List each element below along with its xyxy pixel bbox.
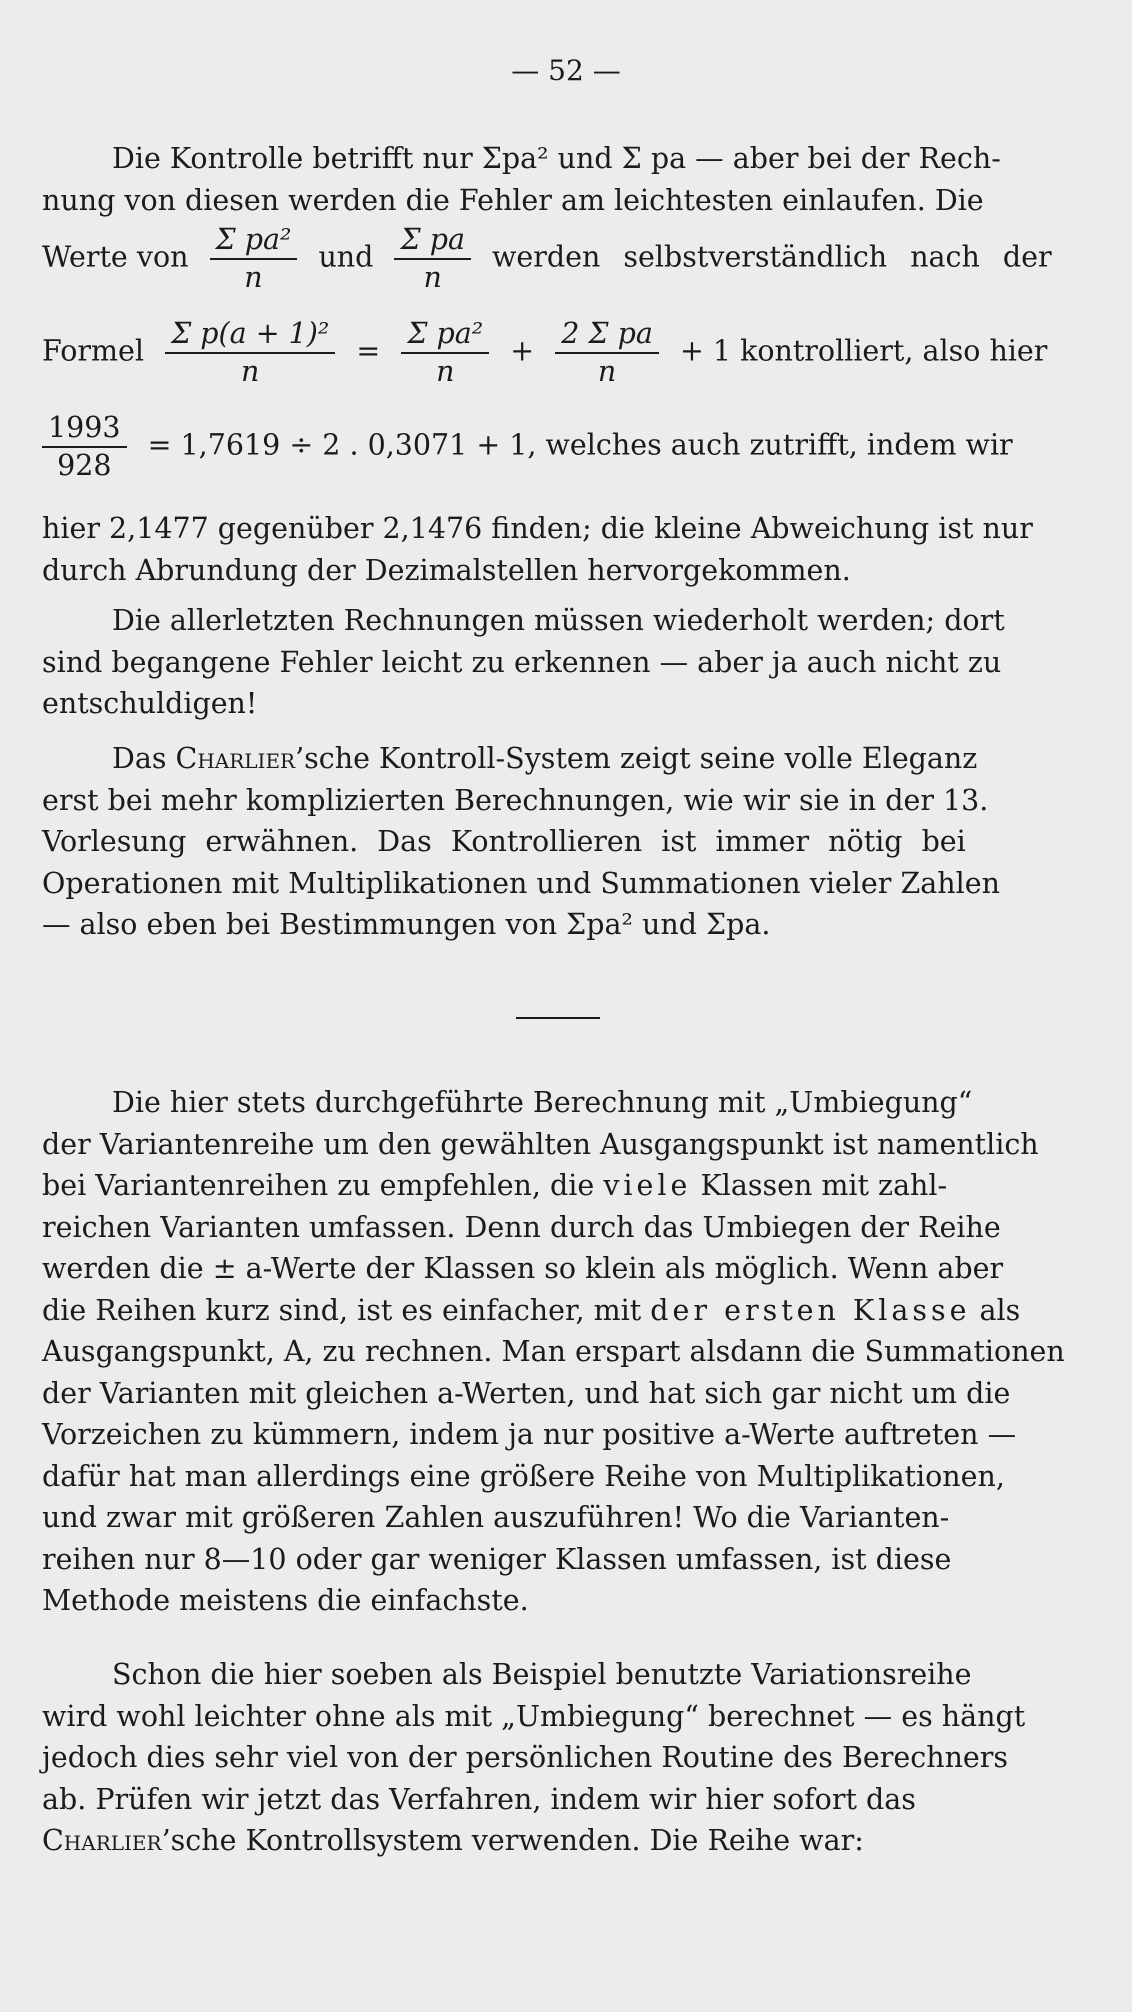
text-line: wird wohl leichter ohne als mit „Umbiegung“ berechnet — es hängt — [42, 1699, 1026, 1733]
text-line: — also eben bei Bestimmungen von Σpa² und Σpa. — [42, 908, 771, 941]
text-line: reihen nur 8—10 oder gar weniger Klassen umfassen, ist diese — [42, 1542, 952, 1576]
text-line: Die allerletzten Rechnungen müssen wiederholt werden; dort — [112, 604, 1005, 637]
fraction-sum-pa2: $\frac{\text{Σ pa²}}{n}$ — [210, 222, 298, 296]
text-line: Methode meistens die einfachste. — [42, 1584, 529, 1617]
text-line: Operationen mit Multiplikationen und Summationen vieler Zahlen — [42, 866, 1000, 900]
text-line: der Varianten mit gleichen a-Werten, und hat sich gar nicht um die — [42, 1376, 1011, 1410]
formula-suffix: + 1 kontrolliert, also hier — [679, 334, 1048, 368]
text-line: ab. Prüfen wir jetzt das Verfahren, indem wir hier sofort das — [42, 1782, 916, 1816]
text-line: Die hier stets durchgeführte Berechnung mit „Umbiegung“ — [112, 1086, 973, 1119]
text-line: hier 2,1477 gegenüber 2,1476 finden; die kleine Abweichung ist nur — [42, 512, 1033, 545]
text-line: entschuldigen! — [42, 687, 258, 720]
equals-sign: = — [356, 334, 381, 368]
text-line: durch Abrundung der Dezimalstellen hervorgekommen. — [42, 553, 851, 587]
text-line: bei Variantenreihen zu empfehlen, die viele Klassen mit zahl- — [42, 1169, 948, 1202]
text-line: reichen Varianten umfassen. Denn durch das Umbiegen der Reihe — [42, 1210, 1001, 1244]
text-line: Die Kontrolle betrifft nur Σpa² und Σ pa — aber bei der Rech- — [112, 142, 1001, 175]
fraction-sum-pa2: $\frac{\text{Σ pa²}}{n}$ — [401, 316, 489, 390]
text-line: Das Charlier’sche Kontroll-System zeigt seine volle Eleganz — [112, 742, 978, 775]
text-line: Vorzeichen zu kümmern, indem ja nur positive a-Werte auftreten — — [42, 1418, 1017, 1451]
fraction-sum-pa: $\frac{\text{Σ pa}}{n}$ — [394, 222, 470, 296]
paragraph-control-intro — [42, 138, 1082, 221]
formula-line-charlier — [42, 316, 1082, 390]
formula-line-check — [42, 410, 1082, 484]
formula-suffix: = 1,7619 ÷ 2 . 0,3071 + 1, welches auch zutrifft, indem wir — [147, 428, 1013, 462]
paragraph-example-series — [42, 1654, 1082, 1862]
formula-suffix: werden selbstverständlich nach der — [492, 240, 1052, 274]
text-line: Charlier’sche Kontrollsystem verwenden. Die Reihe war: — [42, 1824, 864, 1857]
text-line: nung von diesen werden die Fehler am leichtesten einlaufen. Die — [42, 183, 984, 217]
paragraph-charlier-system — [42, 738, 1082, 946]
text-line: jedoch dies sehr viel von der persönlichen Routine des Berechners — [42, 1741, 1009, 1774]
fraction-1993-928: $\frac{1993}{928}$ — [42, 410, 127, 484]
text-line: sind begangene Fehler leicht zu erkennen — aber ja auch nicht zu — [42, 645, 1002, 679]
formula-line-values — [42, 222, 1082, 296]
formula-prefix: Formel — [42, 334, 145, 368]
text-line: die Reihen kurz sind, ist es einfacher, mit der ersten Klasse als — [42, 1293, 1021, 1327]
formula-conjunction: und — [318, 240, 374, 274]
text-line: erst bei mehr komplizierten Berechnungen, wie wir sie in der 13. — [42, 783, 989, 817]
text-line: Vorlesung erwähnen. Das Kontrollieren ist immer nötig bei — [42, 825, 966, 858]
author-name: Charlier — [175, 742, 296, 775]
author-name: Charlier — [42, 1824, 162, 1857]
fraction-sum-p-a-plus-1-squared: $\frac{\text{Σ p(a + 1)²}}{n}$ — [165, 316, 335, 390]
text-line: Schon die hier soeben als Beispiel benutzte Variationsreihe — [112, 1658, 972, 1691]
section-divider — [516, 1017, 600, 1019]
emphasis-spaced: viele — [603, 1169, 692, 1202]
page-number: — 52 — — [511, 54, 621, 87]
formula-prefix: Werte von — [42, 240, 189, 274]
paragraph-rounding — [42, 508, 1082, 591]
plus-sign: + — [510, 334, 535, 368]
paragraph-final-calculations — [42, 600, 1082, 725]
text-line: und zwar mit größeren Zahlen auszuführen! Wo die Varianten- — [42, 1501, 950, 1534]
text-line: dafür hat man allerdings eine größere Reihe von Multiplikationen, — [42, 1459, 1005, 1493]
fraction-2-sum-pa: $\frac{\text{2 Σ pa}}{n}$ — [555, 316, 659, 390]
emphasis-spaced: der ersten Klasse — [650, 1293, 971, 1327]
text-line: der Variantenreihe um den gewählten Ausgangspunkt ist namentlich — [42, 1127, 1039, 1161]
text-line: Ausgangspunkt, A, zu rechnen. Man erspart alsdann die Summationen — [42, 1335, 1065, 1368]
text-line: werden die ± a-Werte der Klassen so klein als möglich. Wenn aber — [42, 1252, 1004, 1285]
paragraph-umbiegung — [42, 1082, 1082, 1622]
